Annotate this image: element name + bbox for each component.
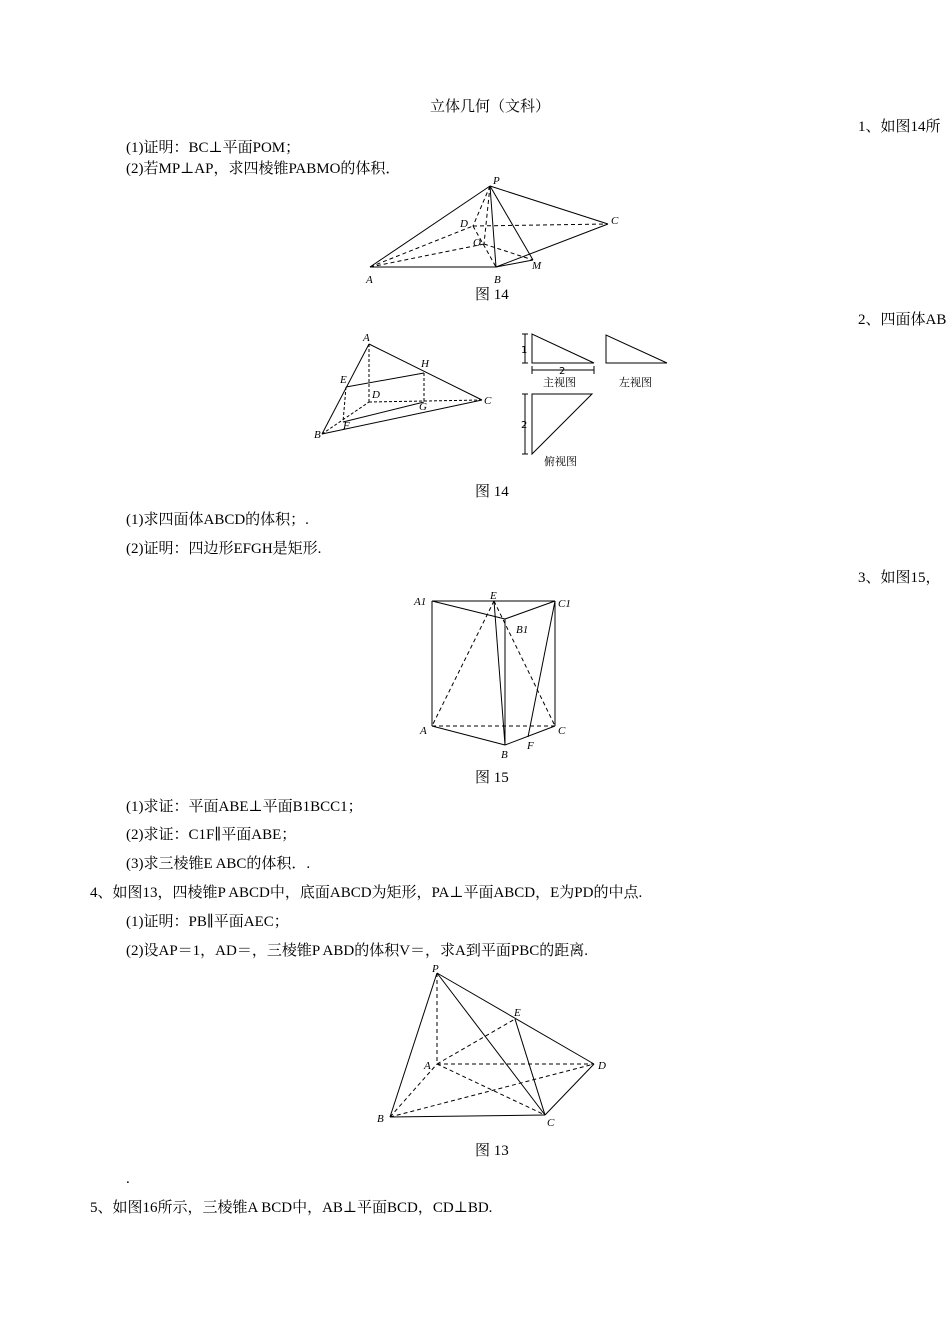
q1-part2: (2)若MP⊥AP，求四棱锥PABMO的体积． bbox=[126, 161, 401, 177]
label-C: C bbox=[611, 215, 619, 227]
label-H: H bbox=[421, 358, 429, 370]
edge-PM bbox=[490, 186, 533, 260]
q3-part1: (1)求证：平面ABE⊥平面B1BCC1； bbox=[126, 799, 363, 815]
edge-PB bbox=[490, 186, 496, 267]
figure-14a-caption: 图 14 bbox=[475, 287, 509, 303]
figure-14a-diagram bbox=[360, 174, 630, 289]
edge-EC bbox=[494, 601, 555, 726]
q2-part2: (2)证明：四边形EFGH是矩形. bbox=[126, 541, 322, 557]
label-C: C bbox=[547, 1117, 555, 1129]
edge-FG bbox=[343, 402, 424, 422]
left-view-shape bbox=[606, 335, 667, 363]
q3-side-stem: 3、如图15， bbox=[858, 570, 941, 586]
figure-13-caption: 图 13 bbox=[475, 1143, 509, 1159]
q3-part3: (3)求三棱锥E ABC的体积．. bbox=[126, 856, 311, 872]
left-view-label: 左视图 bbox=[619, 376, 652, 389]
edge-AC bbox=[437, 1064, 545, 1115]
q2-part1: (1)求四面体ABCD的体积；. bbox=[126, 512, 309, 528]
top-view-label: 俯视图 bbox=[544, 455, 577, 468]
top-view-shape bbox=[532, 394, 592, 454]
edge-AC bbox=[369, 344, 482, 400]
label-M: M bbox=[532, 260, 542, 272]
label-C: C bbox=[484, 395, 492, 407]
edge-PO bbox=[484, 186, 490, 244]
label-A: A bbox=[363, 332, 370, 344]
label-D: D bbox=[460, 218, 468, 230]
label-D: D bbox=[372, 389, 380, 401]
edge-EB bbox=[494, 601, 505, 745]
edge-BC bbox=[390, 1115, 545, 1117]
label-A: A bbox=[420, 725, 427, 737]
three-views-diagram bbox=[516, 330, 676, 470]
front-view-label: 主视图 bbox=[543, 376, 576, 389]
q4-part1: (1)证明：PB∥平面AEC； bbox=[126, 914, 289, 930]
label-A: A bbox=[424, 1060, 431, 1072]
label-P: P bbox=[493, 175, 500, 187]
edge-PC bbox=[437, 973, 545, 1115]
figure-15-prism bbox=[410, 588, 585, 763]
edge-BC bbox=[496, 224, 608, 267]
edge-EH bbox=[346, 373, 424, 387]
edge-PC bbox=[490, 186, 608, 224]
front-view-shape bbox=[532, 334, 594, 363]
q3-part2: (2)求证：C1F∥平面ABE； bbox=[126, 827, 297, 843]
figure-15-caption: 图 15 bbox=[475, 770, 509, 786]
label-B1: B1 bbox=[516, 624, 529, 636]
label-B: B bbox=[377, 1113, 384, 1125]
figure-14b-tetrahedron bbox=[310, 330, 500, 445]
label-C1: C1 bbox=[558, 598, 571, 610]
edge-AE bbox=[437, 1019, 515, 1064]
figure-14b-three-views bbox=[516, 330, 676, 470]
edge-PB bbox=[390, 973, 437, 1117]
figure-15 bbox=[410, 588, 585, 763]
label-G: G bbox=[419, 401, 427, 413]
label-F: F bbox=[527, 740, 534, 752]
figure-13 bbox=[370, 960, 620, 1130]
edge-CD bbox=[545, 1064, 594, 1115]
q4-part2: (2)设AP＝1，AD＝，三棱锥P ABD的体积V＝，求A到平面PBC的距离. bbox=[126, 943, 588, 959]
label-P: P bbox=[432, 963, 439, 975]
q1-side-stem: 1、如图14所 bbox=[858, 119, 941, 135]
label-A1: A1 bbox=[414, 596, 427, 608]
label-B: B bbox=[314, 429, 321, 441]
edge-EA bbox=[432, 601, 494, 726]
q4-stem: 4、如图13，四棱锥P ABCD中，底面ABCD为矩形，PA⊥平面ABCD，E为PD的中点. bbox=[90, 885, 643, 901]
tetrahedron-diagram bbox=[310, 330, 500, 445]
label-C: C bbox=[558, 725, 566, 737]
figure-14a bbox=[360, 174, 630, 289]
label-E: E bbox=[340, 374, 347, 386]
label-B: B bbox=[501, 749, 508, 761]
q1-part1: (1)证明：BC⊥平面POM； bbox=[126, 140, 301, 156]
dim-label-2: 2 bbox=[559, 366, 566, 377]
dim-label-3: 2 bbox=[521, 420, 528, 431]
page-title: 立体几何（文科） bbox=[429, 99, 550, 115]
edge-AB bbox=[432, 726, 505, 745]
stray-dot: . bbox=[126, 1171, 130, 1187]
label-F: F bbox=[343, 420, 350, 432]
edge-BM bbox=[496, 260, 533, 267]
label-D: D bbox=[598, 1060, 606, 1072]
figure-14b-caption: 图 14 bbox=[475, 484, 509, 500]
label-O: O bbox=[473, 237, 481, 249]
q2-side-stem: 2、四面体AB bbox=[858, 312, 947, 328]
edge-B1C1 bbox=[505, 601, 555, 619]
label-B: B bbox=[494, 274, 501, 286]
edge-PA bbox=[370, 186, 490, 267]
label-E: E bbox=[514, 1007, 521, 1019]
edge-BD bbox=[390, 1064, 594, 1117]
label-E: E bbox=[490, 590, 497, 602]
label-A: A bbox=[366, 274, 373, 286]
dim-label-1: 1 bbox=[521, 345, 528, 356]
q5-stem: 5、如图16所示，三棱锥A BCD中，AB⊥平面BCD，CD⊥BD. bbox=[90, 1200, 493, 1216]
figure-13-pyramid bbox=[370, 960, 620, 1130]
